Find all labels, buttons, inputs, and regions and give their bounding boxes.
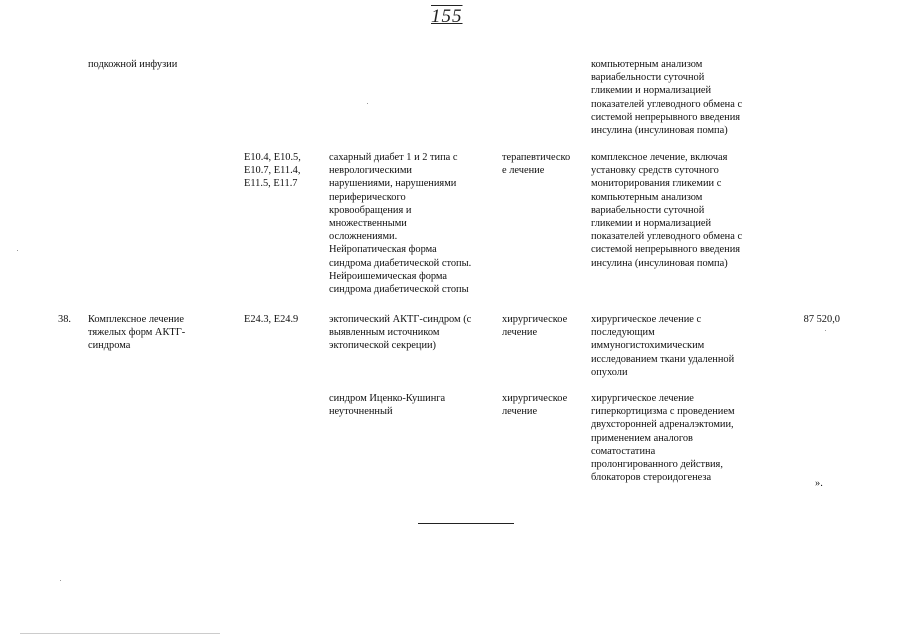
treatment-method-cell: компьютерным анализом вариабельности суточной гликемии и нормализацией показателей углеводного обмена с системой непрерывного введения инсулина (инсулиновая помпа): [591, 59, 743, 137]
icd-codes-cell: E10.4, E10.5, E10.7, E11.4, E11.5, E11.7: [244, 152, 301, 190]
icd-codes-cell: E24.3, E24.9: [244, 314, 299, 325]
treatment-type-cell: хирургическое лечение: [502, 393, 568, 418]
end-separator-line: [418, 523, 514, 524]
page-number: 155: [431, 6, 463, 27]
profile-name-cell: Комплексное лечение тяжелых форм АКТГ- синдрома: [88, 314, 186, 352]
scan-speck: [60, 580, 61, 581]
scan-speck: [367, 103, 368, 104]
cost-cell: 87 520,0: [803, 314, 840, 325]
treatment-type-cell: терапевтическо е лечение: [502, 152, 571, 177]
treatment-method-cell: комплексное лечение, включая установку средств суточного мониторирования гликемии с компьютерным анализом вариабельности суточной гликемии и нормализацией показателей углеводного обмена с системой непрерывного введения инсулина (инсулиновая помпа): [591, 152, 743, 269]
scan-speck: [825, 330, 826, 331]
closing-quote-mark: ».: [815, 478, 823, 489]
patient-model-cell: эктопический АКТГ-синдром (с выявленным источником эктопической секреции): [329, 314, 472, 352]
scan-edge-line: [20, 633, 220, 634]
treatment-method-cell: хирургическое лечение гиперкортицизма с проведением двухсторонней адреналэктомии, применением аналогов соматостатина пролонгированного действия, блокаторов стероидогенеза: [591, 393, 735, 484]
profile-name-cell: подкожной инфузии: [88, 59, 178, 70]
patient-model-cell: синдром Иценко-Кушинга неуточненный: [329, 393, 446, 418]
treatment-method-cell: хирургическое лечение с последующим иммуногистохимическим исследованием ткани удаленной опухоли: [591, 314, 735, 378]
scan-speck: [17, 250, 18, 251]
treatment-type-cell: хирургическое лечение: [502, 314, 568, 339]
patient-model-cell: сахарный диабет 1 и 2 типа с неврологическими нарушениями, нарушениями периферического кровообращения и множественными осложнениями. Нейропатическая форма синдрома диабетической стопы. Нейроишемическая форма синдрома диабетической стопы: [329, 152, 472, 296]
row-number-cell: 38.: [58, 314, 71, 325]
